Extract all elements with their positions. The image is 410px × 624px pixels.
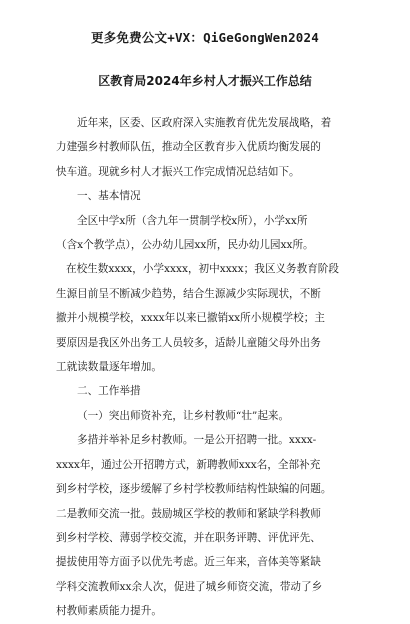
section1-line-5: 撤并小规模学校，xxxx年以来已撤销xx所小规模学校；主 bbox=[56, 312, 325, 325]
section1-line-7: 工就读数量逐年增加。 bbox=[56, 361, 162, 374]
intro-paragraph bbox=[56, 111, 354, 184]
subsection1-line-1: 多措并举补足乡村教师。一是公开招聘一批。xxxx- bbox=[77, 434, 317, 447]
subsection1-line-5: 到乡村学校、薄弱学校交流，并在职务评聘、评优评先、 bbox=[56, 531, 321, 544]
section1-line-4: 生源目前呈不断减少趋势，结合生源减少实际现状，不断 bbox=[56, 287, 321, 300]
subsection1-line-2: xxxx年，通过公开招聘方式，新聘教师xxx名，全部补充 bbox=[56, 458, 321, 471]
subsection1-paragraph bbox=[56, 428, 354, 623]
section-heading-measures: 二、工作举措 bbox=[77, 385, 141, 398]
subsection1-line-8: 村教师素质能力提升。 bbox=[56, 605, 162, 618]
subsection1-line-6: 提拔使用等方面予以优先考虑。近三年来，音体美等紧缺 bbox=[56, 556, 321, 569]
document-title: 区教育局2024年乡村人才振兴工作总结 bbox=[98, 74, 312, 88]
section1-line-2: （含x个教学点），公办幼儿园xx所，民办幼儿园xx所。 bbox=[56, 239, 314, 252]
section1-paragraph bbox=[56, 209, 354, 380]
subsection1-line-4: 二是教师交流一批。鼓励城区学校的教师和紧缺学科教师 bbox=[56, 507, 321, 520]
section1-line-6: 要原因是我区外出务工人员较多，适龄儿童随父母外出务 bbox=[56, 336, 321, 349]
subsection-heading-1: （一）突出师资补充，让乡村教师“壮”起来。 bbox=[77, 409, 290, 422]
intro-line-2: 力建强乡村教师队伍，推动全区教育步入优质均衡发展的 bbox=[56, 141, 321, 154]
section-heading-basic: 一、基本情况 bbox=[77, 190, 141, 203]
promo-banner: 更多免费公文+VX：QiGeGongWen2024 bbox=[91, 30, 319, 45]
subsection1-line-3: 到乡村学校，逐步缓解了乡村学校教师结构性缺编的问题。 bbox=[56, 483, 332, 496]
intro-line-1: 近年来，区委、区政府深入实施教育优先发展战略，着 bbox=[77, 117, 332, 129]
section1-line-3: 在校生数xxxx，小学xxxx，初中xxxx；我区义务教育阶段 bbox=[66, 263, 339, 276]
intro-line-3: 快车道。现就乡村人才振兴工作完成情况总结如下。 bbox=[56, 165, 300, 178]
section1-line-1: 全区中学x所（含九年一贯制学校x所），小学xx所 bbox=[77, 214, 308, 227]
subsection1-line-7: 学科交流教师xx余人次，促进了城乡师资交流，带动了乡 bbox=[56, 580, 323, 593]
